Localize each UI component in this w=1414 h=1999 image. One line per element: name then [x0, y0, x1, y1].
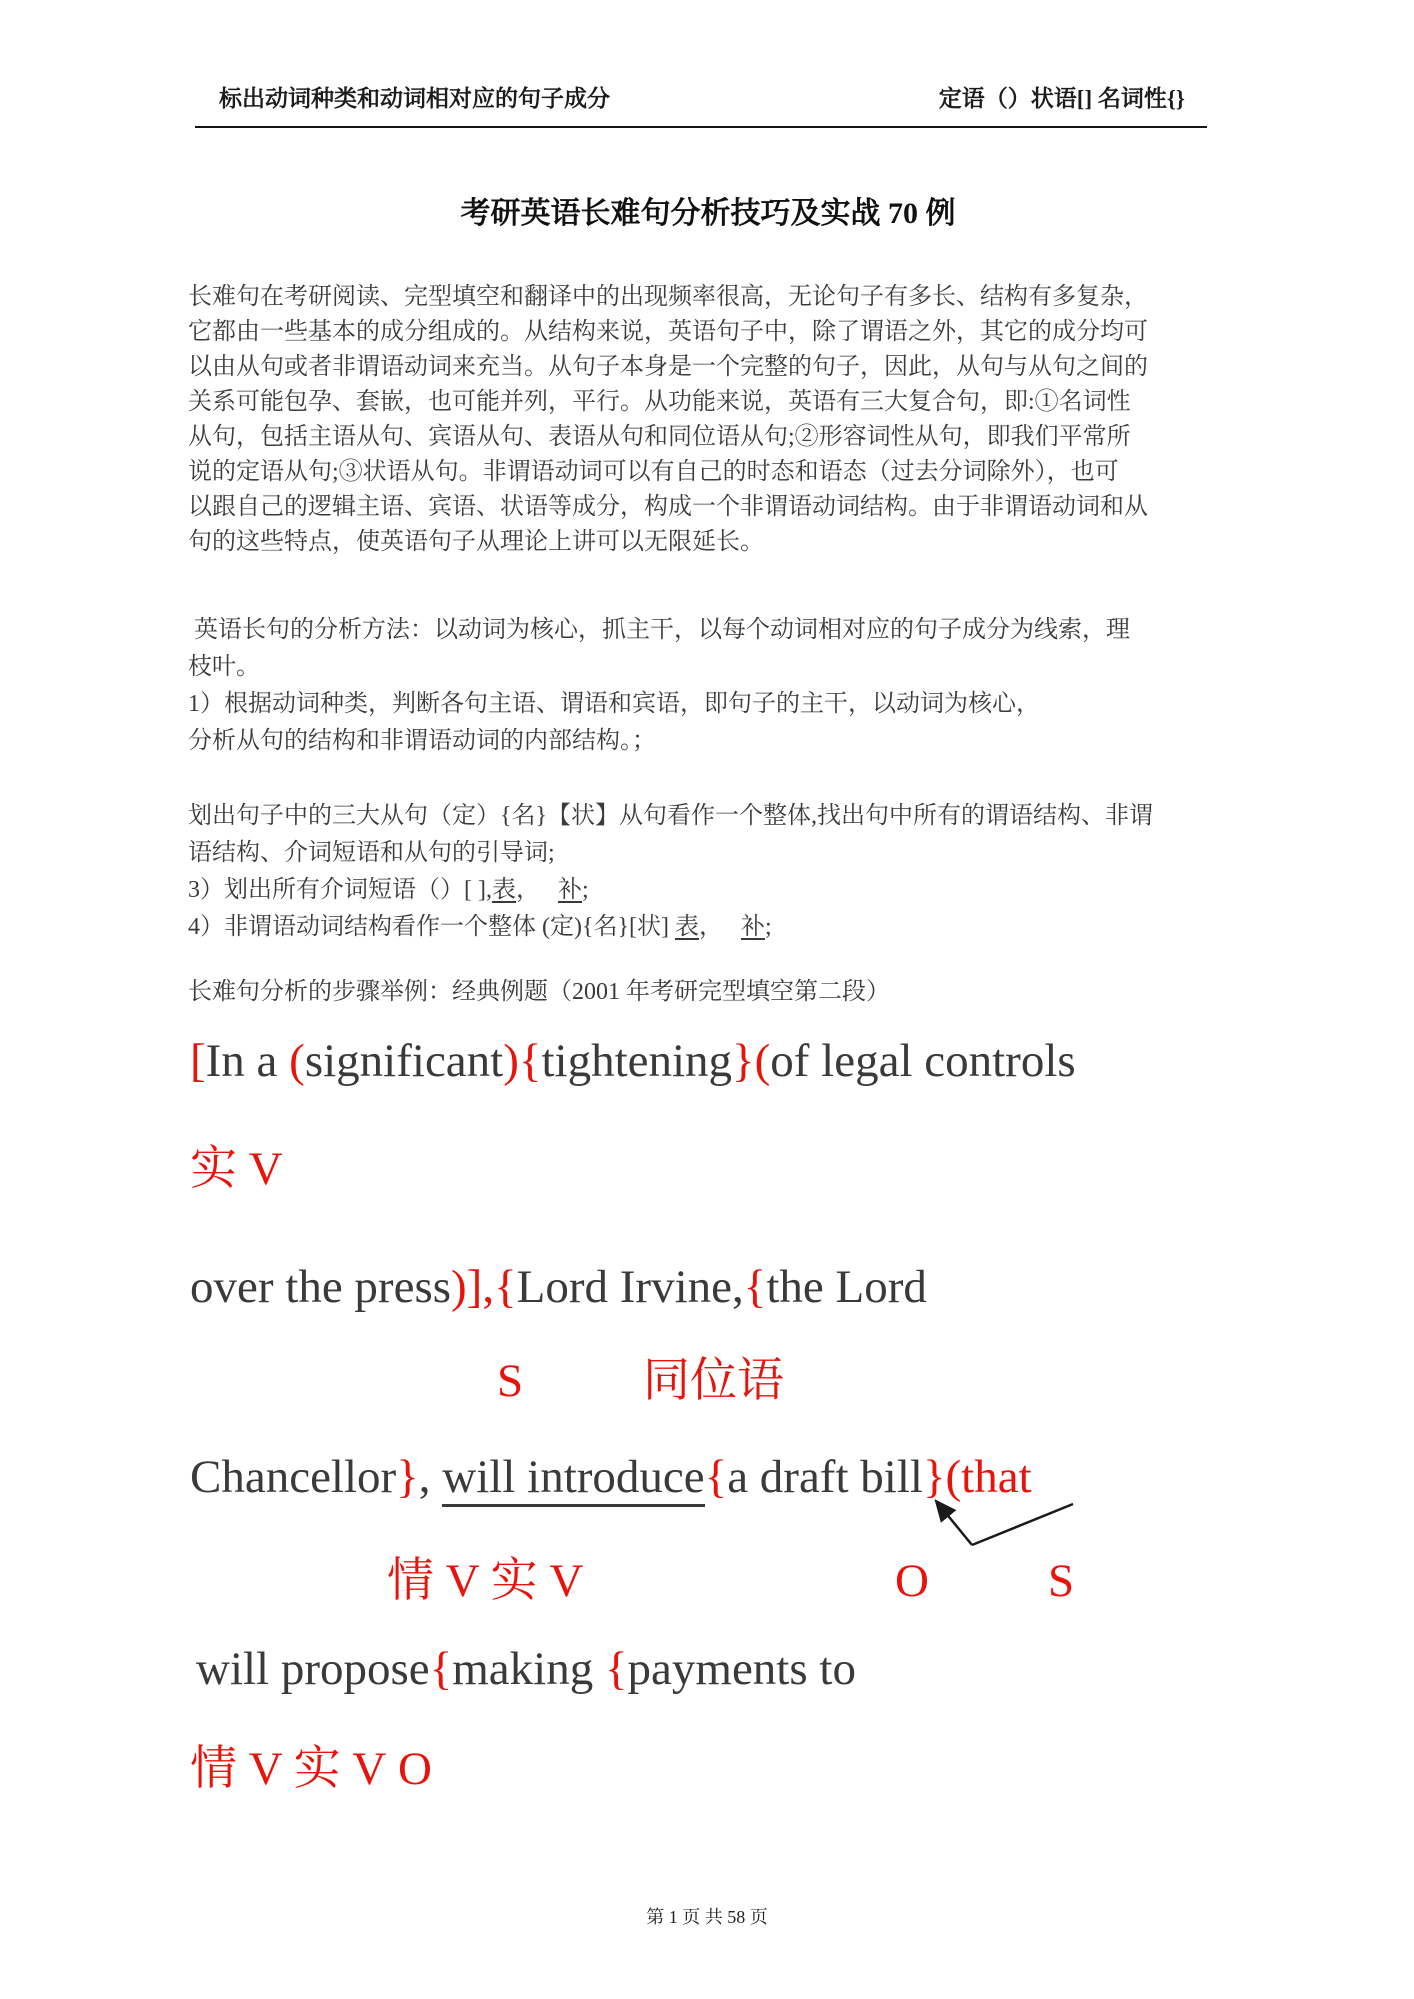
sentence-line-4 [196, 1640, 856, 1698]
intro-line: 从句，包括主语从句、宾语从句、表语从句和同位语从句;②形容词性从句，即我们平常所 [188, 424, 1131, 450]
header-right-text: 定语（）状语[] 名词性{} [938, 86, 1185, 111]
annotation-object: O [895, 1555, 929, 1607]
bracket-mark: }(that [922, 1451, 1032, 1503]
sentence-segment: making [452, 1643, 605, 1695]
bracket-mark: [ [190, 1035, 206, 1087]
item4-suffix: ; [765, 914, 772, 940]
intro-line: 长难句在考研阅读、完型填空和翻译中的出现频率很高，无论句子有多长、结构有多复杂， [188, 284, 1148, 310]
intro-line: 它都由一些基本的成分组成的。从结构来说，英语句子中，除了谓语之外，其它的成分均可 [188, 319, 1148, 345]
page-title: 考研英语长难句分析技巧及实战 70 例 [460, 197, 956, 230]
method-line: 枝叶。 [188, 654, 260, 680]
sentence-segment: In a [205, 1035, 290, 1087]
sentence-segment: tightening [541, 1035, 733, 1087]
bracket-mark: }( [732, 1035, 771, 1087]
intro-paragraph [188, 280, 1264, 560]
page-header [195, 80, 1207, 128]
page-number: 第 1 页 共 58 页 [646, 1907, 768, 1927]
item4-mid: ， [699, 914, 742, 940]
bracket-mark: { [743, 1261, 767, 1313]
annotation-subject-2: S [1048, 1555, 1075, 1607]
sentence-line-1 [190, 1032, 1076, 1090]
item4-biao: 表 [675, 914, 700, 940]
item3-biao: 表 [491, 877, 516, 903]
intro-line: 关系可能包孕、套嵌，也可能并列，平行。从功能来说，英语有三大复合句，即:①名词性 [188, 389, 1131, 415]
annotation-object-2: O [398, 1743, 432, 1795]
bracket-mark: } [396, 1451, 419, 1503]
item3-mid: ， [515, 877, 558, 903]
method-line: 分析从句的结构和非谓语动词的内部结构。； [188, 728, 656, 754]
item4-prefix: 4）非谓语动词结构看作一个整体 (定){名}[状] [188, 914, 676, 940]
sentence-segment: Lord Irvine, [516, 1261, 744, 1313]
sentence-segment: payments to [627, 1643, 856, 1695]
bracket-mark: ){ [503, 1035, 542, 1087]
pointer-arrow-icon [915, 1488, 1090, 1560]
bracket-mark: { [704, 1451, 728, 1503]
method-line: 英语长句的分析方法：以动词为核心，抓主干，以每个动词相对应的句子成分为线索，理 [188, 617, 1130, 643]
sentence-segment: will propose [196, 1643, 430, 1695]
bracket-mark: )],{ [451, 1261, 517, 1313]
intro-line: 以由从句或者非谓语动词来充当。从句子本身是一个完整的句子，因此，从句与从句之间的 [188, 354, 1148, 380]
intro-line: 说的定语从句;③状语从句。非谓语动词可以有自己的时态和语态（过去分词除外），也可 [188, 459, 1119, 485]
example-intro-line: 长难句分析的步骤举例：经典例题（2001 年考研完型填空第二段） [188, 979, 890, 1005]
sentence-segment: a draft bill [727, 1451, 923, 1503]
clause-rules-paragraph [188, 798, 1264, 946]
bracket-mark: { [429, 1643, 453, 1695]
sentence-line-3 [190, 1448, 1032, 1506]
item4-bu: 补 [741, 914, 766, 940]
sentence-segment: of legal controls [770, 1035, 1076, 1087]
sentence-segment: significant [304, 1035, 504, 1087]
annotation-qing-v-shi-v: 情 V 实 V [387, 1555, 584, 1607]
bracket-mark: { [604, 1643, 628, 1695]
sentence-segment: over the press [190, 1261, 452, 1313]
annotation-appositive: 同位语 [643, 1355, 784, 1407]
bracket-mark: ( [289, 1035, 305, 1087]
method-line: 1）根据动词种类，判断各句主语、谓语和宾语，即句子的主干，以动词为核心， [188, 691, 1040, 717]
method-paragraph [188, 612, 1264, 760]
item3-suffix: ; [581, 877, 589, 903]
sentence-segment: Chancellor [190, 1451, 397, 1503]
annotation-subject: S [497, 1355, 524, 1407]
intro-line: 句的这些特点，使英语句子从理论上讲可以无限延长。 [188, 529, 764, 555]
clause-item-4 [188, 909, 1264, 946]
header-left-text: 标出动词种类和动词相对应的句子成分 [219, 86, 610, 111]
intro-line: 以跟自己的逻辑主语、宾语、状语等成分，构成一个非谓语动词结构。由于非谓语动词和从 [188, 494, 1148, 520]
sentence-line-2 [190, 1258, 927, 1316]
clause-line: 语结构、介词短语和从句的引导词; [188, 840, 555, 866]
clause-item-3 [188, 872, 1264, 909]
annotation-shi-v: 实 V [190, 1143, 283, 1195]
item3-bu: 补 [557, 877, 582, 903]
sentence-segment: the Lord [766, 1261, 927, 1313]
underlined-verb: will introduce [442, 1451, 704, 1507]
example-intro [188, 975, 1264, 1010]
sentence-segment: , [418, 1451, 443, 1503]
item3-prefix: 3）划出所有介词短语（）[ ], [188, 877, 492, 903]
annotation-qing-v-shi-v-2: 情 V 实 V [190, 1743, 387, 1795]
clause-line: 划出句子中的三大从句（定）{名}【状】从句看作一个整体,找出句中所有的谓语结构、非谓 [188, 803, 1154, 829]
